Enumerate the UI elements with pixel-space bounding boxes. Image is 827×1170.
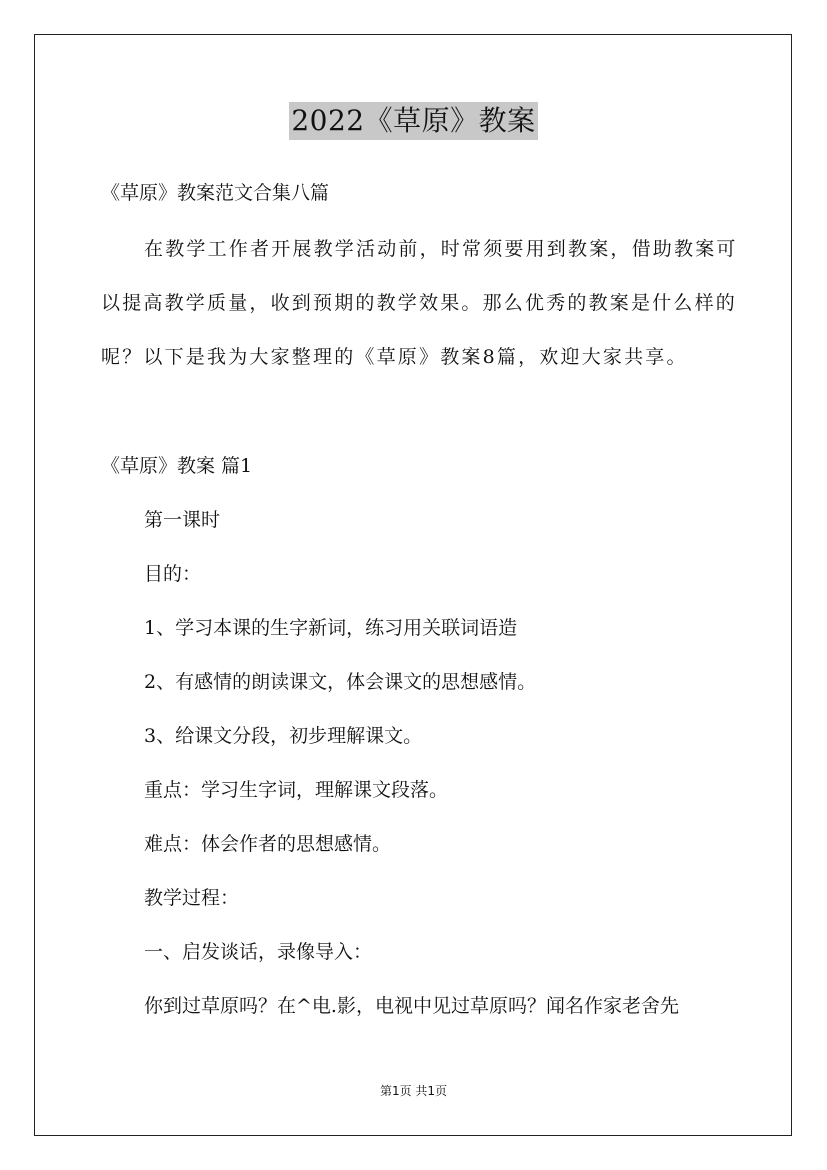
body-line-7: 难点：体会作者的思想感情。	[144, 833, 392, 855]
intro-line-3: 呢？以下是我为大家整理的《草原》教案8篇，欢迎大家共享。	[101, 346, 688, 368]
section-heading: 《草原》教案 篇1	[101, 455, 253, 477]
document-title: 2022《草原》教案	[289, 102, 537, 140]
intro-line-2: 以提高教学质量，收到预期的教学效果。那么优秀的教案是什么样的	[101, 292, 738, 314]
body-line-10: 你到过草原吗？在^电.影，电视中见过草原吗？闻名作家老舍先	[144, 995, 679, 1017]
body-line-3: 1、学习本课的生字新词，练习用关联词语造	[144, 617, 518, 639]
document-subtitle: 《草原》教案范文合集八篇	[101, 182, 330, 204]
page-footer: 第1页 共1页	[379, 1084, 448, 1098]
body-line-2: 目的：	[144, 563, 202, 585]
body-line-9: 一、启发谈话，录像导入：	[144, 941, 373, 963]
intro-line-1: 在教学工作者开展教学活动前，时常须要用到教案，借助教案可	[144, 238, 738, 260]
body-line-8: 教学过程：	[144, 887, 240, 909]
title-container	[0, 102, 827, 140]
body-line-4: 2、有感情的朗读课文，体会课文的思想感情。	[144, 671, 537, 693]
body-line-5: 3、给课文分段，初步理解课文。	[144, 725, 423, 747]
body-line-6: 重点：学习生字词，理解课文段落。	[144, 779, 449, 801]
body-line-1: 第一课时	[144, 509, 221, 531]
